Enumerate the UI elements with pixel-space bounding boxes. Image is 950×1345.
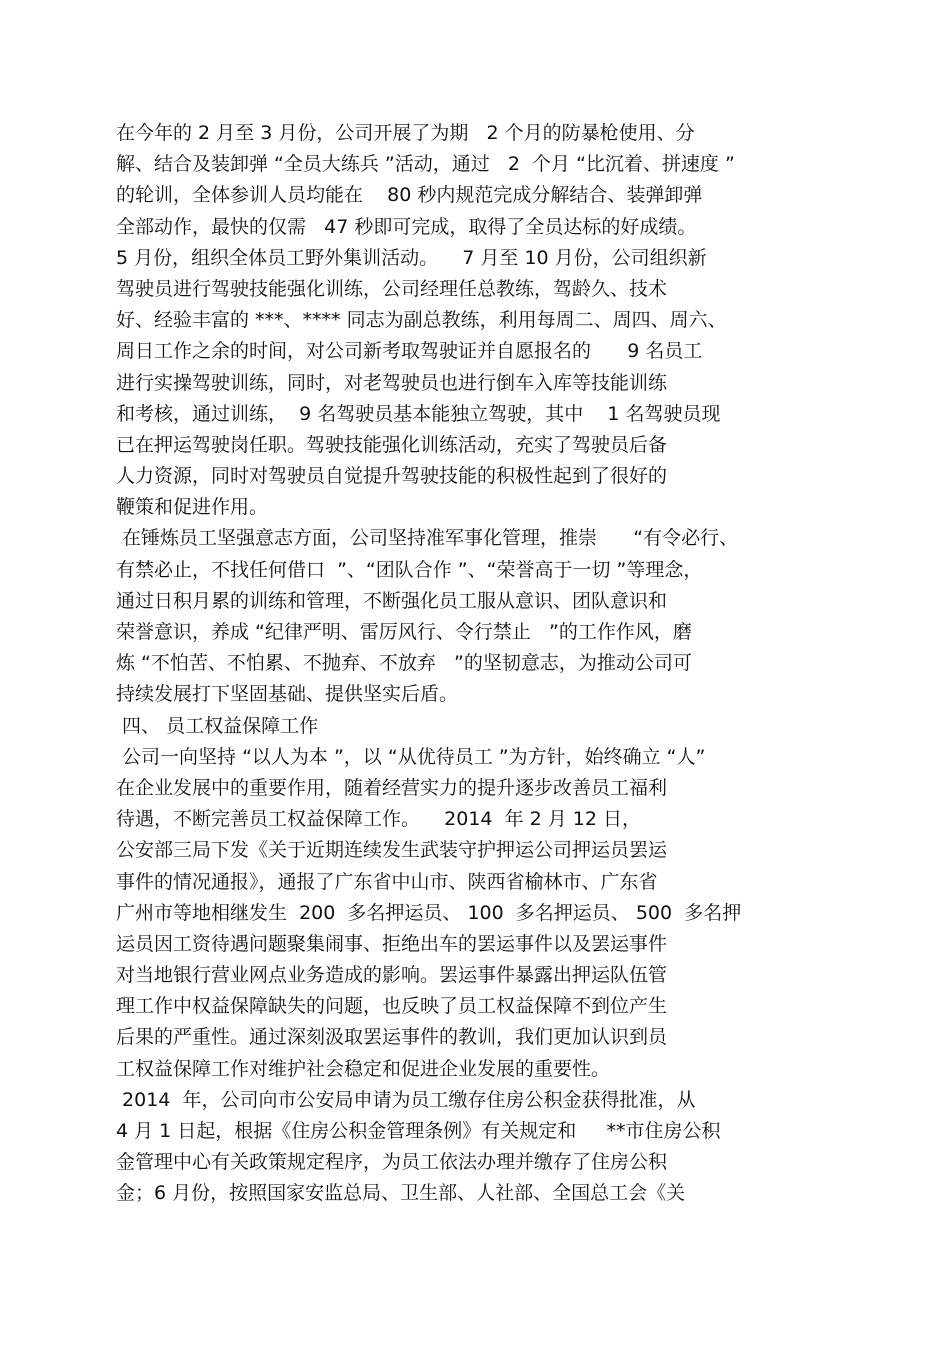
text-line: 运员因工资待遇问题聚集闹事、拒绝出车的罢运事件以及罢运事件 — [116, 932, 668, 955]
text-line: 已在押运驾驶岗任职。驾驶技能强化训练活动，充实了驾驶员后备 — [116, 433, 668, 456]
text-line: 对当地银行营业网点业务造成的影响。罢运事件暴露出押运队伍管 — [116, 964, 668, 987]
text-line: 理工作中权益保障缺失的问题，也反映了员工权益保障不到位产生 — [116, 995, 668, 1018]
text-line: 公安部三局下发《关于近期连续发生武装守护押运公司押运员罢运 — [116, 839, 668, 862]
text-line: 工权益保障工作对维护社会稳定和促进企业发展的重要性。 — [116, 1057, 611, 1080]
text-line: 荣誉意识，养成 “纪律严明、雷厉风行、令行禁止 ”的工作作风，磨 — [116, 621, 692, 643]
text-line: 通过日积月累的训练和管理，不断强化员工服从意识、团队意识和 — [116, 589, 668, 612]
text-line: 的轮训，全体参训人员均能在 80 秒内规范完成分解结合、装弹卸弹 — [116, 184, 703, 207]
text-line: 待遇，不断完善员工权益保障工作。 2014 年 2 月 12 日， — [116, 808, 642, 831]
text-line: 驾驶员进行驾驶技能强化训练，公司经理任总教练，驾龄久、技术 — [116, 277, 668, 300]
text-line: 鞭策和促进作用。 — [116, 496, 269, 519]
section-heading: 四、 员工权益保障工作 — [116, 714, 319, 737]
text-line: 公司一向坚持 “以人为本 ”，以 “从优待员工 ”为方针，始终确立 “人” — [116, 745, 706, 768]
text-line: 在锤炼员工坚强意志方面，公司坚持准军事化管理，推崇 “有令必行、 — [116, 527, 739, 550]
text-line: 好、经验丰富的 ***、**** 同志为副总教练，利用每周二、周四、周六、 — [116, 309, 727, 332]
text-line: 和考核，通过训练， 9 名驾驶员基本能独立驾驶，其中 1 名驾驶员现 — [116, 402, 721, 425]
text-line: 周日工作之余的时间，对公司新考取驾驶证并自愿报名的 9 名员工 — [116, 340, 703, 363]
text-line: 炼 “不怕苦、不怕累、不抛弃、不放弃 ”的坚韧意志，为推动公司可 — [116, 652, 692, 675]
text-line: 5 月份，组织全体员工野外集训活动。 7 月至 10 月份，公司组织新 — [116, 246, 707, 269]
text-line: 金；6 月份，按照国家安监总局、卫生部、人社部、全国总工会《关 — [116, 1182, 686, 1205]
text-line: 2014 年，公司向市公安局申请为员工缴存住房公积金获得批准，从 — [116, 1088, 696, 1111]
text-line: 事件的情况通报》，通报了广东省中山市、陕西省榆林市、广东省 — [116, 870, 658, 893]
text-line: 在今年的 2 月至 3 月份，公司开展了为期 2 个月的防暴枪使用、分 — [116, 122, 695, 144]
text-line: 4 月 1 日起，根据《住房公积金管理条例》有关规定和 **市住房公积 — [116, 1120, 721, 1142]
text-line: 全部动作，最快的仅需 47 秒即可完成，取得了全员达标的好成绩。 — [116, 215, 697, 238]
text-line: 后果的严重性。通过深刻汲取罢运事件的教训，我们更加认识到员 — [116, 1026, 668, 1049]
text-line: 人力资源，同时对驾驶员自觉提升驾驶技能的积极性起到了很好的 — [116, 465, 668, 488]
text-line: 有禁必止，不找任何借口 ”、“团队合作 ”、“荣誉高于一切 ”等理念， — [116, 558, 703, 581]
text-line: 持续发展打下坚固基础、提供坚实后盾。 — [116, 683, 459, 706]
document-body — [116, 118, 846, 1210]
text-line: 金管理中心有关政策规定程序，为员工依法办理并缴存了住房公积 — [116, 1151, 668, 1174]
text-line: 进行实操驾驶训练，同时，对老驾驶员也进行倒车入库等技能训练 — [116, 371, 668, 394]
text-line: 解、结合及装卸弹 “全员大练兵 ”活动，通过 2 个月 “比沉着、拼速度 ” — [116, 153, 735, 176]
text-line: 广州市等地相继发生 200 多名押运员、 100 多名押运员、 500 多名押 — [116, 901, 742, 924]
text-line: 在企业发展中的重要作用，随着经营实力的提升逐步改善员工福利 — [116, 776, 668, 799]
